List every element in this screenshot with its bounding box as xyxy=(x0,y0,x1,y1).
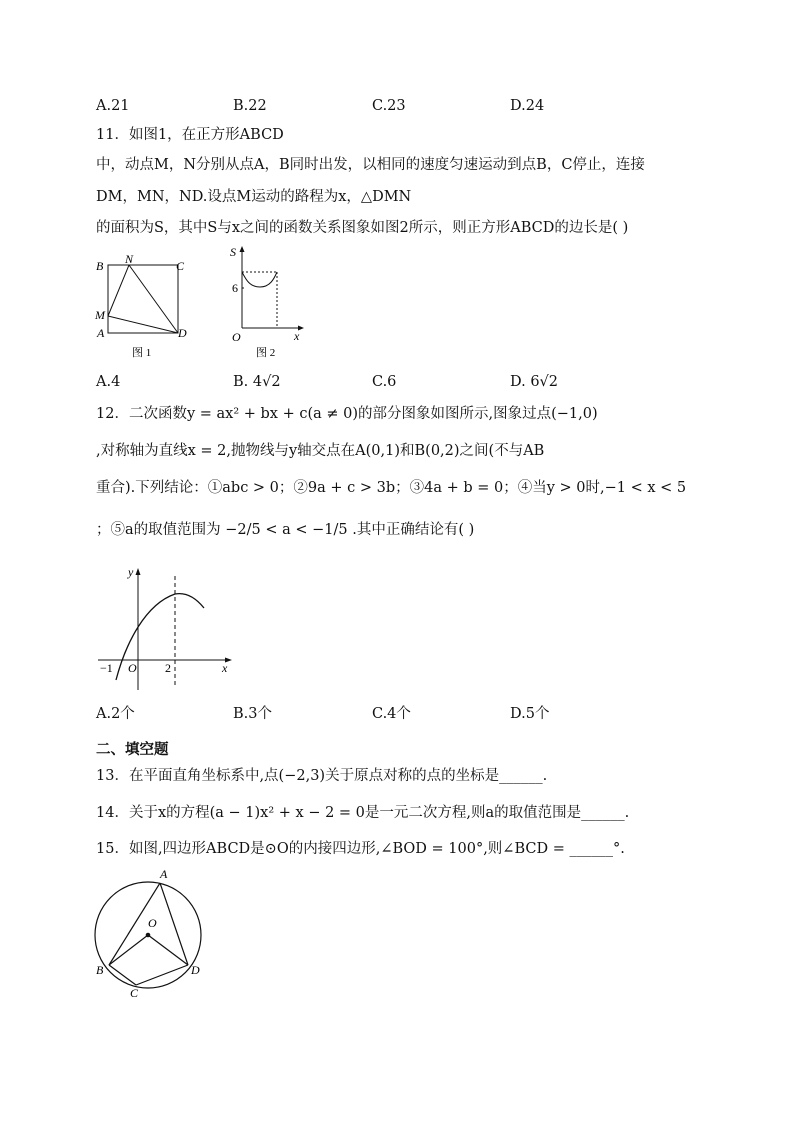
q12-line-4: ；⑤a的取值范围为 −2/5 < a < −1/5 .其中正确结论有( ) xyxy=(96,522,475,538)
q12-fig-label-x: x xyxy=(222,661,228,675)
q11-figure-1 xyxy=(92,253,202,361)
q11-line-4: 的面积为S，其中S与x之间的函数关系图象如图2所示，则正方形ABCD的边长是( ) xyxy=(96,220,629,236)
fig1-label-c: C xyxy=(176,259,185,273)
q11-option-c: C.6 xyxy=(372,374,397,390)
q15-fig-label-o: O xyxy=(148,916,157,930)
q11-option-a: A.4 xyxy=(96,374,121,390)
q15-fig-label-a: A xyxy=(160,867,168,881)
q15-text: 15．如图,四边形ABCD是⊙O的内接四边形,∠BOD = 100°,则∠BCD = ______°. xyxy=(96,841,625,857)
fig1-label-b: B xyxy=(96,259,104,273)
section-title-fill-in: 二、填空题 xyxy=(96,742,169,758)
q12-fig-label-2: 2 xyxy=(165,661,171,675)
q11-line-2: 中，动点M，N分别从点A，B同时出发，以相同的速度匀速运动到点B，C停止，连接 xyxy=(96,157,645,173)
fig1-label-d: D xyxy=(178,326,187,340)
q10-option-b: B.22 xyxy=(233,98,267,114)
fig1-label-m: M xyxy=(95,308,105,322)
q12-fig-label-y: y xyxy=(128,565,134,579)
fig2-caption: 图 2 xyxy=(256,347,276,359)
q12-line-1: 12．二次函数y = ax² + bx + c(a ≠ 0)的部分图象如图所示,图象过点(−1,0) xyxy=(96,406,598,422)
q11-line-3: DM，MN，ND.设点M运动的路程为x，△DMN xyxy=(96,189,412,205)
q15-fig-label-b: B xyxy=(96,963,104,977)
q15-fig-label-d: D xyxy=(191,963,200,977)
q11-figure-2 xyxy=(226,244,308,362)
fig1-caption: 图 1 xyxy=(132,347,152,359)
q14-text: 14．关于x的方程(a − 1)x² + x − 2 = 0是一元二次方程,则a的取值范围是______. xyxy=(96,805,630,821)
q12-option-a: A.2个 xyxy=(96,706,135,722)
q11-line-1: 11．如图1，在正方形ABCD xyxy=(96,127,284,143)
q15-figure xyxy=(90,864,212,1002)
q12-fig-label-neg1: −1 xyxy=(100,661,113,675)
fig2-label-o: O xyxy=(232,330,241,344)
fig1-label-a: A xyxy=(97,326,105,340)
q12-line-2: ,对称轴为直线x = 2,抛物线与y轴交点在A(0,1)和B(0,2)之间(不与AB xyxy=(96,443,545,459)
fig2-label-s: S xyxy=(230,245,236,259)
q13-text: 13．在平面直角坐标系中,点(−2,3)关于原点对称的点的坐标是______. xyxy=(96,768,548,784)
q12-figure xyxy=(94,562,240,698)
q10-option-c: C.23 xyxy=(372,98,406,114)
q12-line-3: 重合).下列结论：①abc > 0；②9a + c > 3b；③4a + b = 0；④当y > 0时,−1 < x < 5 xyxy=(96,480,687,496)
fig1-label-n: N xyxy=(125,253,134,266)
q10-option-d: D.24 xyxy=(510,98,545,114)
q12-option-b: B.3个 xyxy=(233,706,272,722)
fig2-label-six: 6 xyxy=(232,281,238,295)
q12-option-d: D.5个 xyxy=(510,706,550,722)
fig2-label-x: x xyxy=(294,329,300,343)
q11-option-d: D. 6√2 xyxy=(510,374,559,390)
q10-option-a: A.21 xyxy=(96,98,130,114)
q11-option-b: B. 4√2 xyxy=(233,374,281,390)
q12-fig-label-o: O xyxy=(128,661,137,675)
q12-option-c: C.4个 xyxy=(372,706,411,722)
q15-fig-label-c: C xyxy=(130,986,139,1000)
